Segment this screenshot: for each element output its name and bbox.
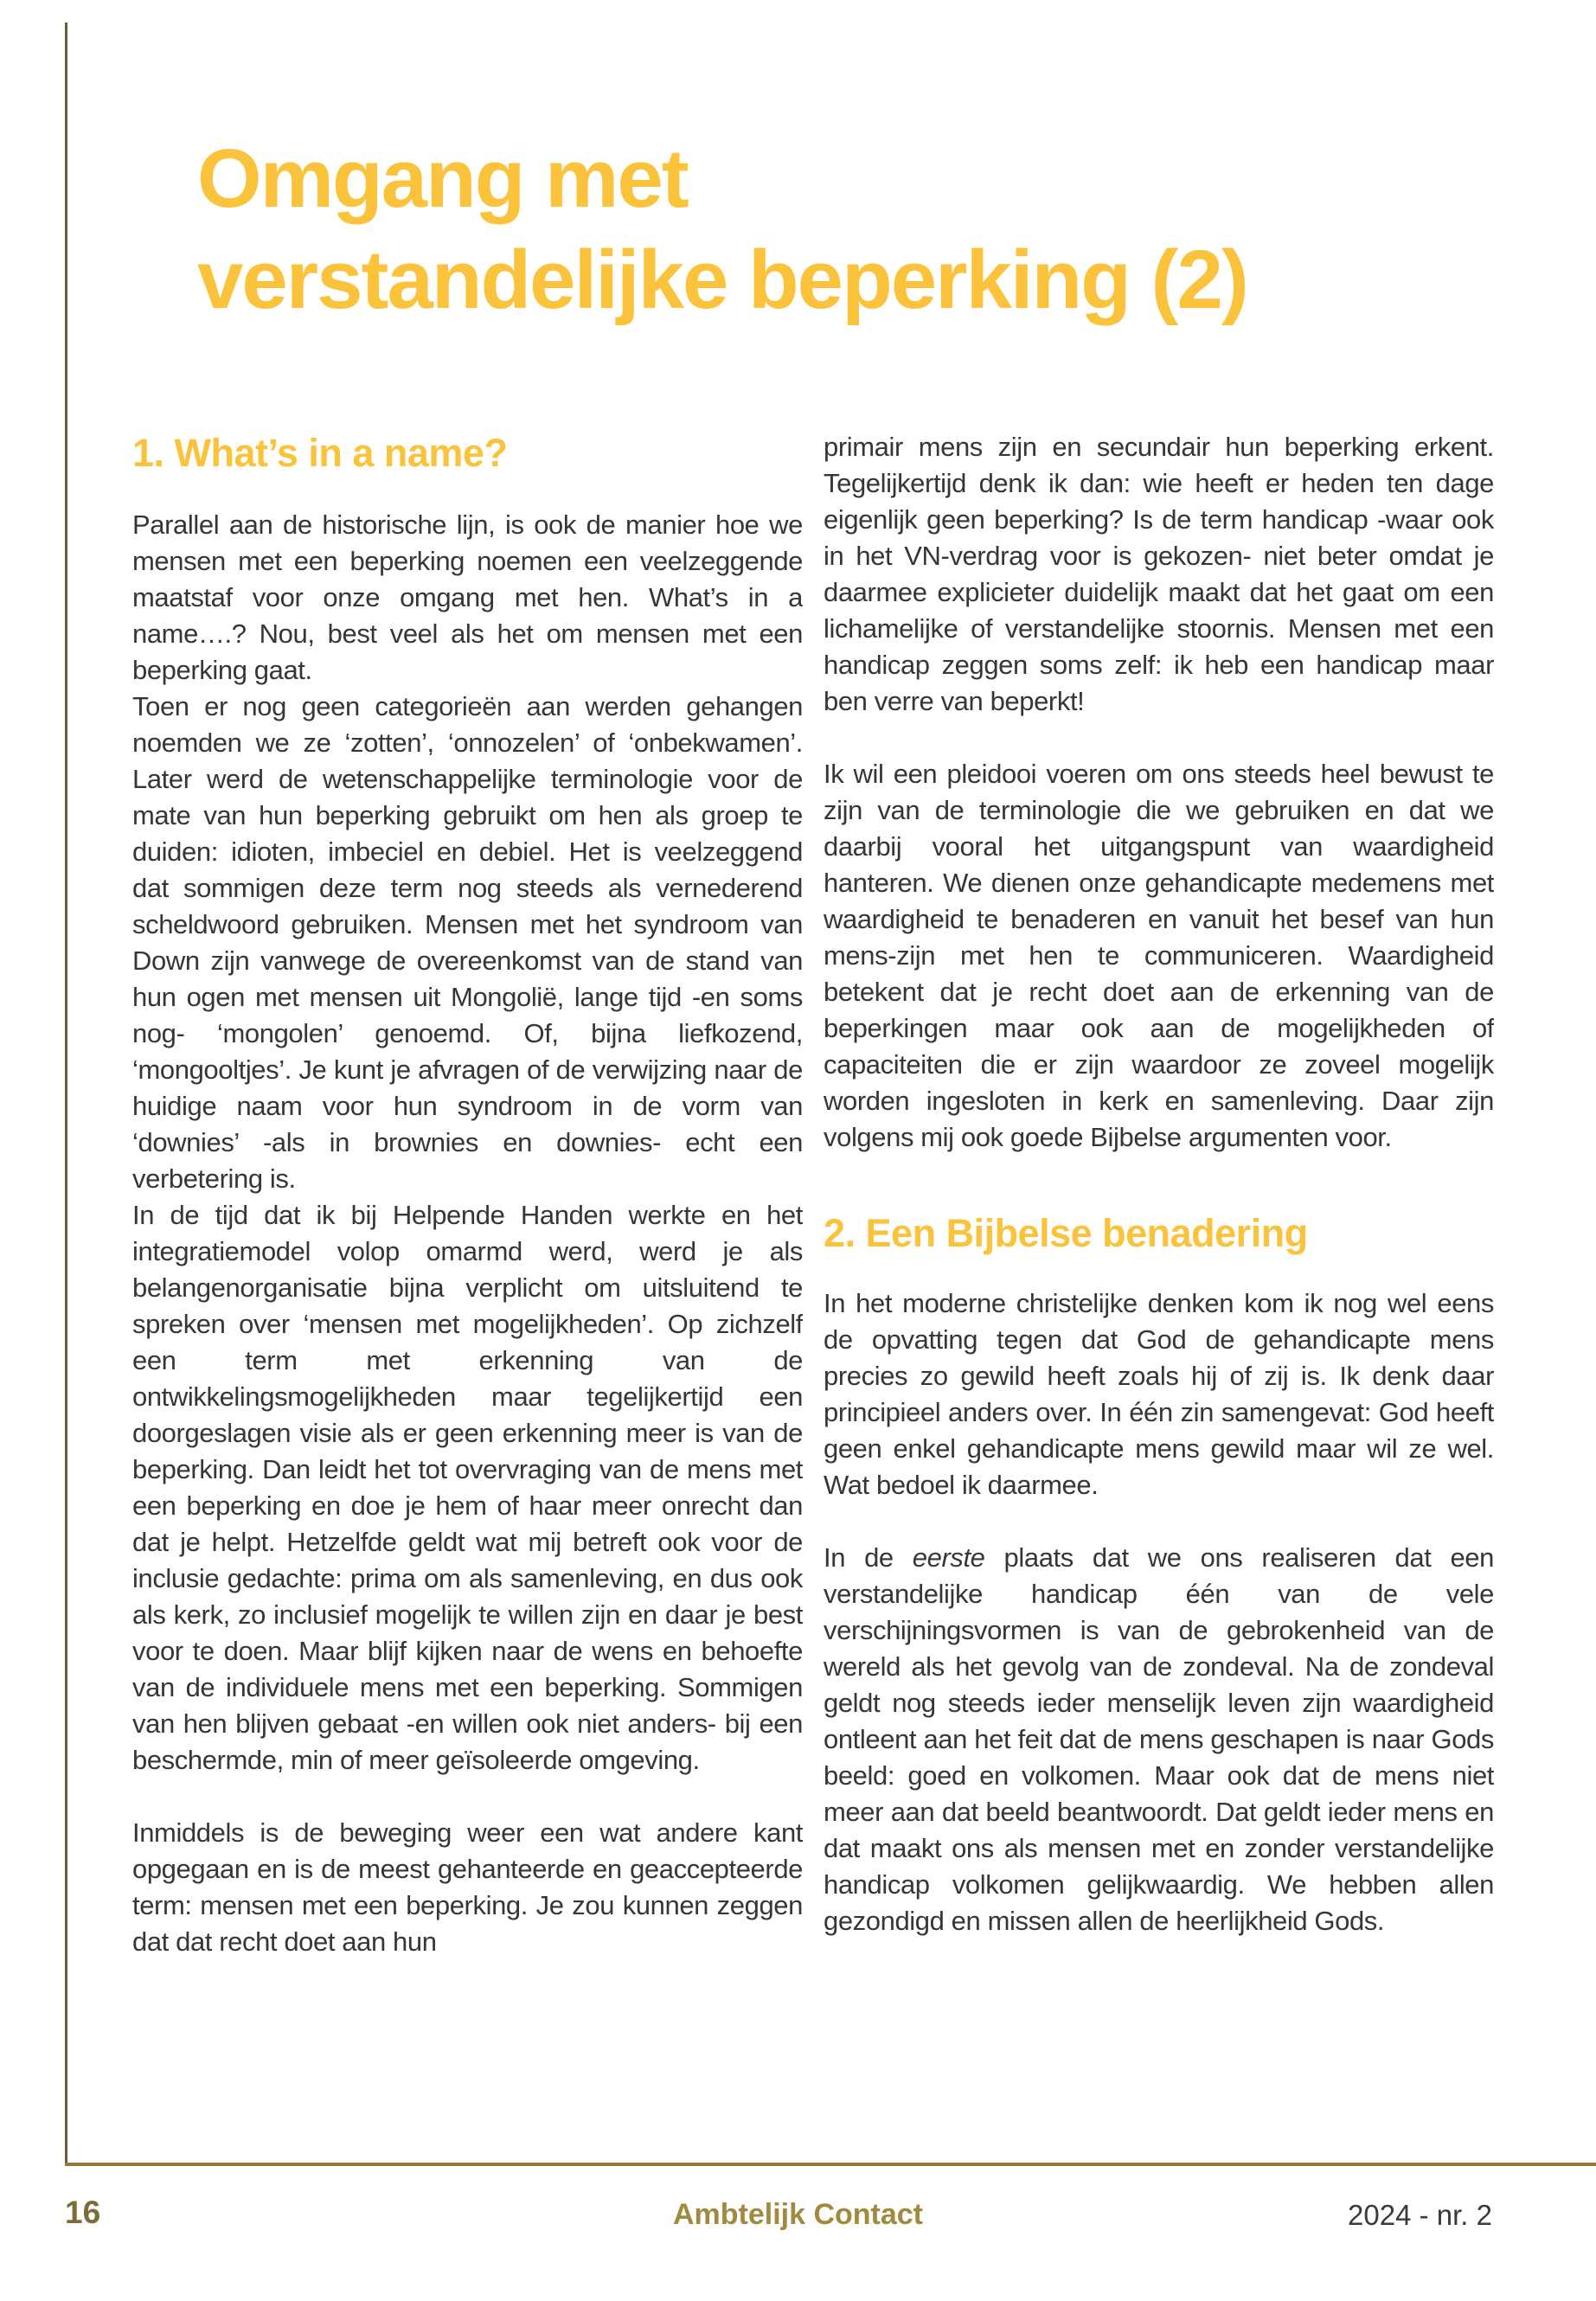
paragraph: In het moderne christelijke denken kom ik nog wel eens de opvatting tegen dat God de gehandicapte mens precies zo gewild heeft zoals hij of zij is. Ik denk daar principieel anders over. In één zin samengevat: God heeft geen enkel gehandicapte mens gewild maar wil ze wel. Wat bedoel ik daarmee. [824,1288,1494,1500]
right-text-column [824,429,1494,2139]
page-number: 16 [65,2195,101,2230]
left-text-column [132,431,803,2139]
paragraph: Inmiddels is de beweging weer een wat andere kant opgegaan en is de meest gehanteerde en geaccepteerde term: mensen met een beperking. Je zou kunnen zeggen dat dat recht doet aan hun [132,1817,803,1957]
paragraph-lead: In de [824,1542,913,1573]
article-title [197,128,1495,330]
paragraph: primair mens zijn en secundair hun beperking erkent. Tegelijkertijd denk ik dan: wie heeft er heden ten dage eigenlijk geen beperking? Is de term handicap -waar ook in het VN-verdrag voor is gekozen- niet beter omdat je daarmee explicieter duidelijk maakt dat het gaat om een lichamelijke of verstandelijke stoornis. Mensen met een handicap zeggen soms zelf: ik heb een handicap maar ben verre van beperkt! [824,432,1494,716]
section-heading-2: 2. Een Bijbelse benadering [824,1211,1308,1255]
italic-word: eerste [912,1542,985,1573]
footer-divider [65,2163,1596,2166]
paragraph: Ik wil een pleidooi voeren om ons steeds heel bewust te zijn van de terminologie die we gebruiken en dat we daarbij vooral het uitgangspunt van waardigheid hanteren. We dienen onze gehandicapte medemens met waardigheid te benaderen en vanuit het besef van hun mens-zijn met hen te communiceren. Waardigheid betekent dat je recht doet aan de erkenning van de beperkingen maar ook aan de mogelijkheden of capaciteiten die er zijn waardoor ze zoveel mogelijk worden ingesloten in kerk en samenleving. Daar zijn volgens mij ook goede Bijbelse argumenten voor. [824,759,1494,1152]
section-heading-1: 1. What’s in a name? [132,431,508,475]
article-title-line-2: verstandelijke beperking (2) [197,234,1247,327]
paragraph-rest: plaats dat we ons realiseren dat een verstandelijke handicap één van de vele verschijningsvormen is van de gebrokenheid van de wereld als het gevolg van de zondeval. Na de zondeval geldt nog steeds ieder menselijk leven zijn waardigheid ontleent aan het feit dat de mens geschapen is naar Gods beeld: goed en volkomen. Maar ook dat de mens niet meer aan dat beeld beantwoordt. Dat geldt ieder mens en dat maakt ons als mensen met en zonder verstandelijke handicap volkomen gelijkwaardig. We hebben allen gezondigd en missen allen de heerlijkheid Gods. [824,1542,1494,1936]
paragraph [824,1540,1494,1939]
paragraph: Toen er nog geen categorieën aan werden gehangen noemden we ze ‘zotten’, ‘onnozelen’ of ‘onbekwamen’. Later werd de wetenschappelijke terminologie voor de mate van hun beperking gebruikt om hen als groep te duiden: idioten, imbeciel en debiel. Het is veelzeggend dat sommigen deze term nog steeds als vernederend scheldwoord gebruiken. Mensen met het syndroom van Down zijn vanwege de overeenkomst van de stand van hun ogen met mensen uit Mongolië, lange tijd -en soms nog- ‘mongolen’ genoemd. Of, bijna liefkozend, ‘mongooltjes’. Je kunt je afvragen of de verwijzing naar de huidige naam voor hun syndroom in de vorm van ‘downies’ -als in brownies en downies- echt een verbetering is. [132,691,803,1194]
issue-label: 2024 - nr. 2 [1348,2199,1492,2231]
journal-title: Ambtelijk Contact [672,2198,924,2231]
article-title-line-1: Omgang met [197,132,688,225]
paragraph: Parallel aan de historische lijn, is ook de manier hoe we mensen met een beperking noemen een veelzeggende maatstaf voor onze omgang met hen. What’s in a name….? Nou, best veel als het om mensen met een beperking gaat. [132,510,803,685]
left-vertical-rule [65,22,67,2164]
paragraph: In de tijd dat ik bij Helpende Handen werkte en het integratiemodel volop omarmd werd, werd je als belangenorganisatie bijna verplicht om uitsluitend te spreken over ‘mensen met mogelijkheden’. Op zichzelf een term met erkenning van de ontwikkelingsmogelijkheden maar tegelijkertijd een doorgeslagen visie als er geen erkenning meer is van de beperking. Dan leidt het tot overvraging van de mens met een beperking en doe je hem of haar meer onrecht dan dat je helpt. Hetzelfde geldt wat mij betreft ook voor de inclusie gedachte: prima om als samenleving, en dus ook als kerk, zo inclusief mogelijk te willen zijn en daar je best voor te doen. Maar blijf kijken naar de wens en behoefte van de individuele mens met een beperking. Sommigen van hen blijven gebaat -en willen ook niet anders- bij een beschermde, min of meer geïsoleerde omgeving. [132,1200,803,1775]
